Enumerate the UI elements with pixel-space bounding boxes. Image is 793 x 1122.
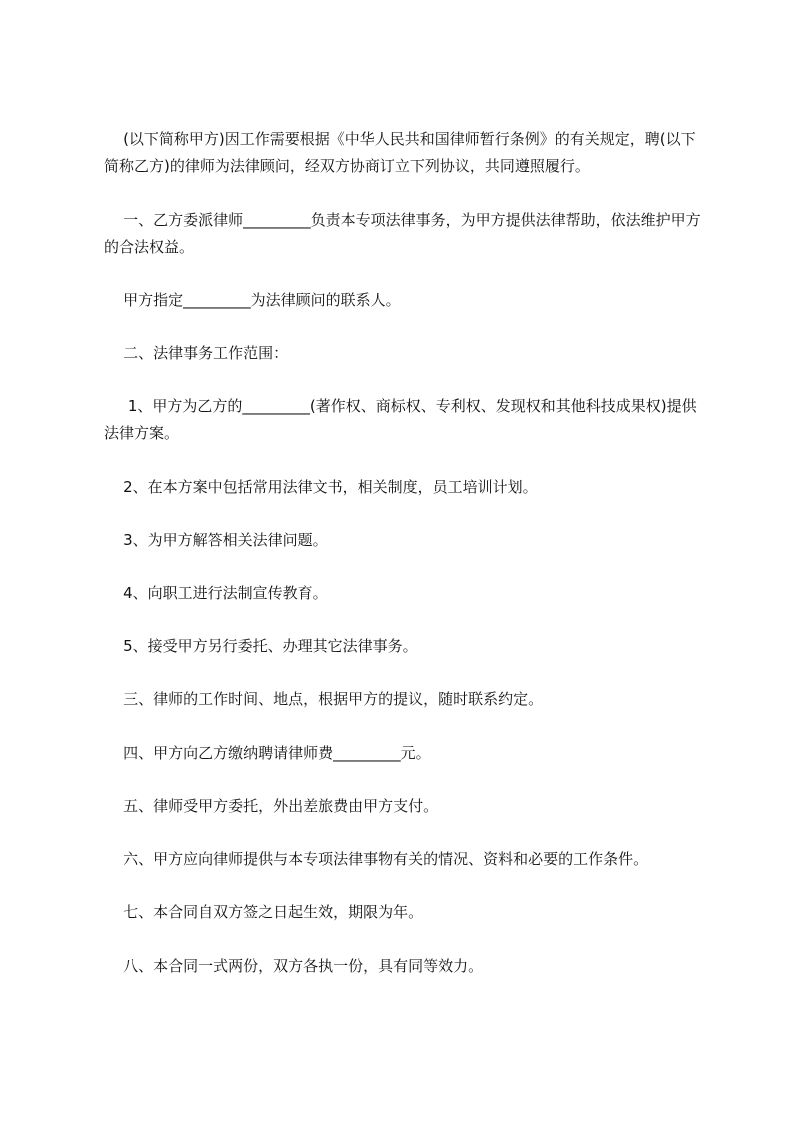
paragraph-clause-3: 三、律师的工作时间、地点，根据甲方的提议，随时联系约定。 [104,690,544,708]
paragraph-clause-6: 六、甲方应向律师提供与本专项法律事物有关的情况、资料和必要的工作条件。 [104,850,649,868]
paragraph-scope-item-1: 1、甲方为乙方的_________(著作权、商标权、专利权、发现权和其他科技成果权)提供法律方案。 [104,397,697,442]
paragraph-clause-7: 七、本合同自双方签之日起生效，期限为年。 [104,903,424,921]
paragraph-clause-1: 一、乙方委派律师_________负责本专项法律事务，为甲方提供法律帮助，依法维护甲方的合法权益。 [104,211,701,256]
paragraph-scope-item-3: 3、为甲方解答相关法律问题。 [104,531,328,549]
paragraph-clause-8: 八、本合同一式两份，双方各执一份，具有同等效力。 [104,957,484,975]
paragraph-clause-5: 五、律师受甲方委托，外出差旅费由甲方支付。 [104,797,439,815]
paragraph-clause-4: 四、甲方向乙方缴纳聘请律师费_________元。 [104,744,431,762]
paragraph-scope-item-5: 5、接受甲方另行委托、办理其它法律事务。 [104,637,418,655]
paragraph-scope-item-4: 4、向职工进行法制宣传教育。 [104,584,328,602]
paragraph-preamble: (以下简称甲方)因工作需要根据《中华人民共和国律师暂行条例》的有关规定，聘(以下简称乙方)的律师为法律顾问，经双方协商订立下列协议，共同遵照履行。 [104,130,696,175]
paragraph-contact-person: 甲方指定_________为法律顾问的联系人。 [104,291,401,309]
paragraph-clause-2-heading: 二、法律事务工作范围： [104,344,289,362]
paragraph-scope-item-2: 2、在本方案中包括常用法律文书，相关制度，员工培训计划。 [104,478,538,496]
